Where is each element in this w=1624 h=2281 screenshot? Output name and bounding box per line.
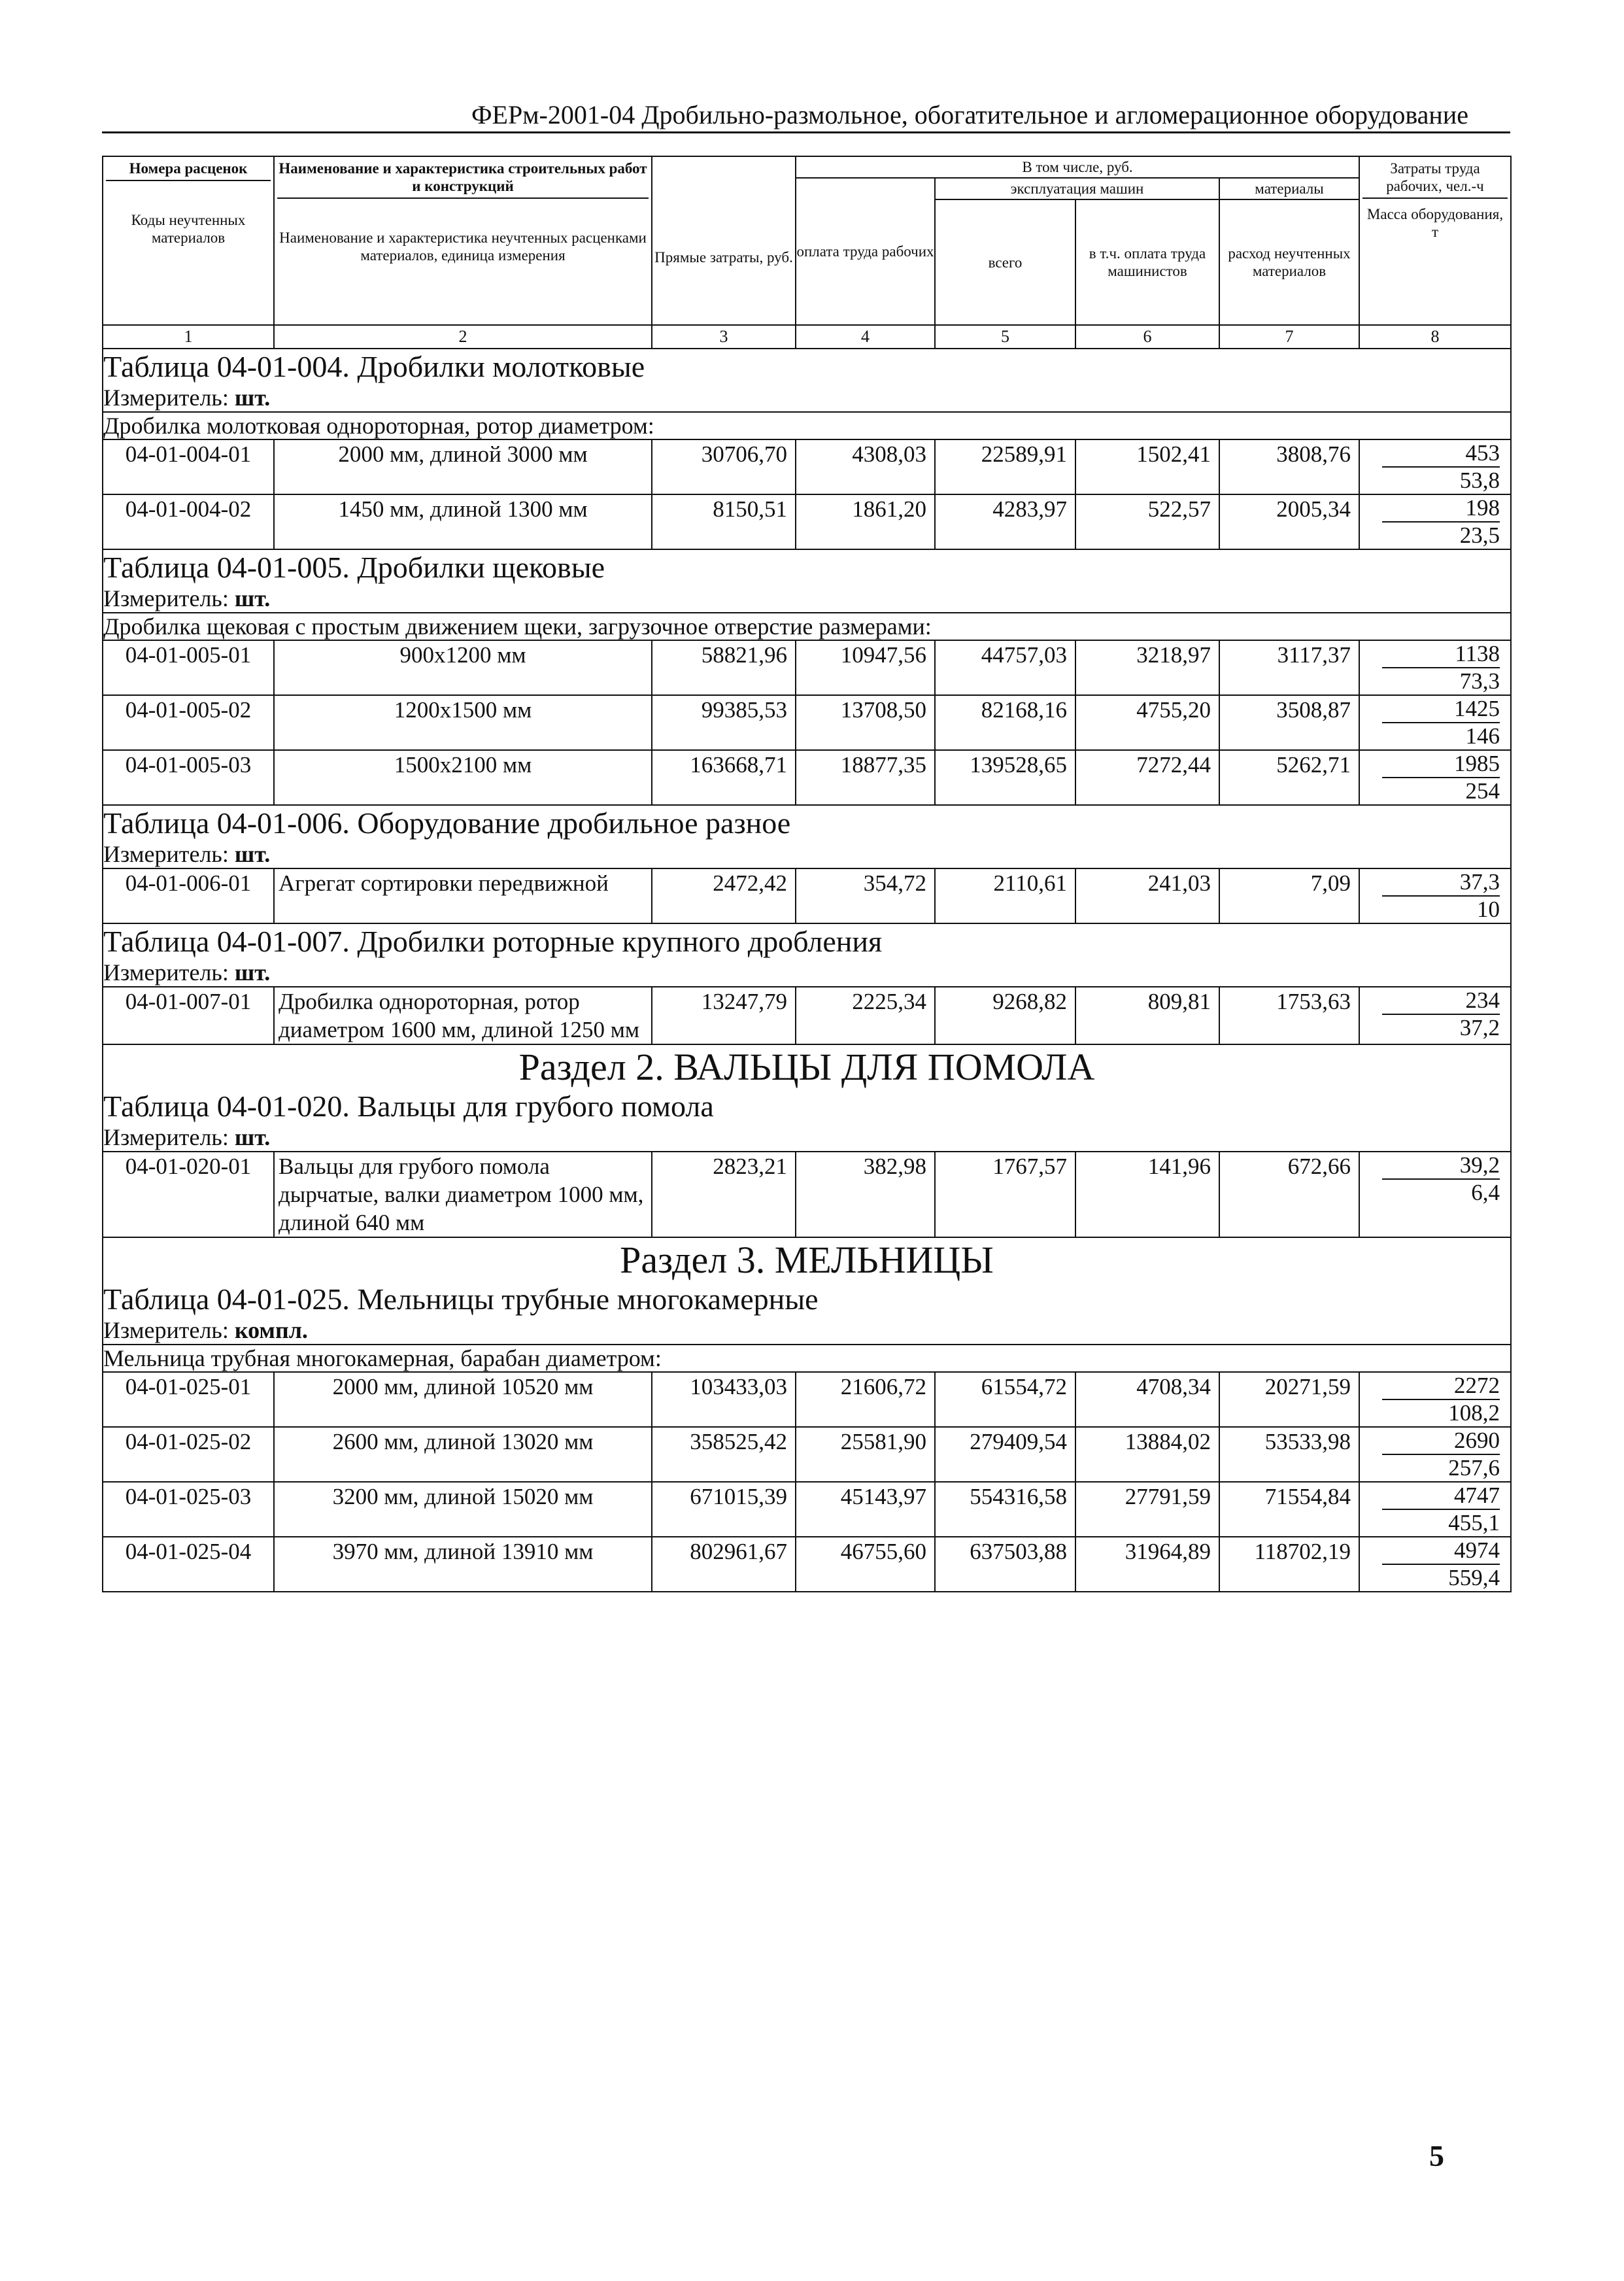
work-name: 1200x1500 мм [274, 695, 652, 750]
col-number-2: 2 [274, 325, 652, 349]
machines-total: 2110,61 [935, 868, 1075, 923]
table-title: Таблица 04-01-025. Мельницы трубные многокамерные [103, 1282, 1511, 1316]
col1-top-label: Номера расценок [106, 160, 271, 181]
direct-cost: 2472,42 [652, 868, 796, 923]
rate-code: 04-01-005-03 [103, 750, 274, 805]
measure-row [103, 959, 1511, 987]
table-row [103, 695, 1511, 750]
labor-pay: 10947,56 [796, 640, 935, 695]
rate-code: 04-01-004-02 [103, 494, 274, 549]
measure-label: Измеритель: [103, 959, 229, 986]
machines-total: 554316,58 [935, 1482, 1075, 1537]
materials-cost: 53533,98 [1219, 1427, 1359, 1482]
col4-header: оплата труда рабочих [796, 178, 935, 325]
col8-header [1359, 156, 1511, 325]
labor-hours: 198 [1382, 495, 1500, 523]
col-number-6: 6 [1075, 325, 1219, 349]
table-title: Таблица 04-01-020. Вальцы для грубого помола [103, 1089, 1511, 1123]
measure-row [103, 840, 1511, 868]
table-row [103, 1372, 1511, 1427]
rate-code: 04-01-006-01 [103, 868, 274, 923]
rate-code: 04-01-020-01 [103, 1152, 274, 1237]
group-row [103, 613, 1511, 640]
operators-pay: 241,03 [1075, 868, 1219, 923]
labor-pay: 4308,03 [796, 439, 935, 494]
measure-cell [103, 384, 1511, 412]
table-row [103, 1537, 1511, 1592]
section-row [103, 1044, 1511, 1089]
group-row [103, 412, 1511, 439]
col2-top-label: Наименование и характеристика строительных работ и конструкций [277, 160, 649, 199]
column-number-row [103, 325, 1511, 349]
col7-header: расход неучтенных материалов [1219, 199, 1359, 325]
col-number-4: 4 [796, 325, 935, 349]
work-name: 2000 мм, длиной 3000 мм [274, 439, 652, 494]
group-row [103, 1345, 1511, 1372]
labor-and-mass [1359, 1372, 1511, 1427]
work-name: 1500x2100 мм [274, 750, 652, 805]
equipment-mass: 146 [1465, 723, 1500, 749]
table-row [103, 750, 1511, 805]
direct-cost: 13247,79 [652, 987, 796, 1044]
operators-pay: 27791,59 [1075, 1482, 1219, 1537]
work-name: 900x1200 мм [274, 640, 652, 695]
operators-pay: 7272,44 [1075, 750, 1219, 805]
rate-code: 04-01-025-02 [103, 1427, 274, 1482]
materials-cost: 118702,19 [1219, 1537, 1359, 1592]
direct-cost: 358525,42 [652, 1427, 796, 1482]
labor-and-mass [1359, 494, 1511, 549]
table-title-row [103, 805, 1511, 840]
table-row [103, 439, 1511, 494]
labor-hours: 2690 [1382, 1428, 1500, 1455]
col2-bottom-label: Наименование и характеристика неучтенных расценками материалов, единица измерения [279, 230, 647, 264]
work-name: 2600 мм, длиной 13020 мм [274, 1427, 652, 1482]
col-number-7: 7 [1219, 325, 1359, 349]
measure-cell [103, 1123, 1511, 1152]
measure-unit: шт. [234, 959, 271, 986]
labor-and-mass [1359, 640, 1511, 695]
labor-pay: 1861,20 [796, 494, 935, 549]
col2-header [274, 156, 652, 325]
section-title: Раздел 2. ВАЛЬЦЫ ДЛЯ ПОМОЛА [103, 1044, 1511, 1089]
machines-total: 139528,65 [935, 750, 1075, 805]
measure-cell [103, 959, 1511, 987]
equipment-mass: 6,4 [1471, 1180, 1500, 1205]
group-title: Мельница трубная многокамерная, барабан диаметром: [103, 1345, 1511, 1372]
labor-hours: 4747 [1382, 1483, 1500, 1510]
col-number-8: 8 [1359, 325, 1511, 349]
machines-total: 61554,72 [935, 1372, 1075, 1427]
table-row [103, 494, 1511, 549]
materials-cost: 3117,37 [1219, 640, 1359, 695]
table-row [103, 987, 1511, 1044]
page-number: 5 [1429, 2139, 1444, 2172]
labor-and-mass [1359, 868, 1511, 923]
labor-hours: 39,2 [1382, 1152, 1500, 1180]
measure-row [103, 1316, 1511, 1345]
machines-total: 637503,88 [935, 1537, 1075, 1592]
work-name: Вальцы для грубого помола дырчатые, валки диаметром 1000 мм, длиной 640 мм [274, 1152, 652, 1237]
operators-pay: 141,96 [1075, 1152, 1219, 1237]
table-row [103, 868, 1511, 923]
table-title-row [103, 1282, 1511, 1316]
table-row [103, 1152, 1511, 1237]
table-title-row [103, 923, 1511, 959]
measure-cell [103, 840, 1511, 868]
work-name: 3970 мм, длиной 13910 мм [274, 1537, 652, 1592]
table-title: Таблица 04-01-006. Оборудование дробильное разное [103, 805, 1511, 840]
equipment-mass: 10 [1477, 897, 1500, 922]
page-header: ФЕРм-2001-04 Дробильно-размольное, обогатительное и агломерационное оборудование [102, 98, 1510, 133]
equipment-mass: 257,6 [1448, 1455, 1500, 1481]
direct-cost: 2823,21 [652, 1152, 796, 1237]
machines-total: 82168,16 [935, 695, 1075, 750]
labor-pay: 25581,90 [796, 1427, 935, 1482]
labor-and-mass [1359, 1537, 1511, 1592]
direct-cost: 30706,70 [652, 439, 796, 494]
operators-pay: 3218,97 [1075, 640, 1219, 695]
measure-label: Измеритель: [103, 1124, 229, 1150]
direct-cost: 58821,96 [652, 640, 796, 695]
materials-cost: 20271,59 [1219, 1372, 1359, 1427]
measure-cell [103, 585, 1511, 613]
labor-pay: 18877,35 [796, 750, 935, 805]
col8-top-label: Затраты труда рабочих, чел.-ч [1362, 160, 1508, 199]
machines-total: 279409,54 [935, 1427, 1075, 1482]
labor-hours: 234 [1382, 987, 1500, 1015]
col8-bottom-label: Масса оборудования, т [1366, 206, 1504, 240]
measure-unit: шт. [234, 585, 271, 611]
included-header: В том числе, руб. [796, 156, 1359, 178]
machines-header: эксплуатация машин [935, 178, 1219, 199]
table-body [103, 156, 1511, 1592]
measure-label: Измеритель: [103, 585, 229, 611]
machines-total: 1767,57 [935, 1152, 1075, 1237]
direct-cost: 802961,67 [652, 1537, 796, 1592]
table-title: Таблица 04-01-007. Дробилки роторные крупного дробления [103, 923, 1511, 959]
operators-pay: 1502,41 [1075, 439, 1219, 494]
header-row-1 [103, 156, 1511, 178]
labor-pay: 382,98 [796, 1152, 935, 1237]
section-title: Раздел 3. МЕЛЬНИЦЫ [103, 1237, 1511, 1282]
labor-pay: 46755,60 [796, 1537, 935, 1592]
col1-bottom-label: Коды неучтенных материалов [131, 212, 246, 246]
direct-cost: 103433,03 [652, 1372, 796, 1427]
equipment-mass: 108,2 [1448, 1400, 1500, 1426]
labor-and-mass [1359, 1427, 1511, 1482]
table-title-row [103, 349, 1511, 384]
measure-row [103, 384, 1511, 412]
work-name: Дробилка однороторная, ротор диаметром 1600 мм, длиной 1250 мм [274, 987, 652, 1044]
machines-total: 44757,03 [935, 640, 1075, 695]
machines-total: 9268,82 [935, 987, 1075, 1044]
equipment-mass: 73,3 [1459, 668, 1500, 694]
measure-unit: шт. [234, 841, 271, 867]
materials-cost: 7,09 [1219, 868, 1359, 923]
measure-unit: шт. [234, 385, 271, 411]
col-number-3: 3 [652, 325, 796, 349]
measure-label: Измеритель: [103, 841, 229, 867]
col3-header: Прямые затраты, руб. [652, 156, 796, 325]
work-name: 1450 мм, длиной 1300 мм [274, 494, 652, 549]
measure-row [103, 585, 1511, 613]
labor-pay: 45143,97 [796, 1482, 935, 1537]
section-row [103, 1237, 1511, 1282]
materials-header: материалы [1219, 178, 1359, 199]
work-name: 3200 мм, длиной 15020 мм [274, 1482, 652, 1537]
rate-code: 04-01-025-03 [103, 1482, 274, 1537]
rate-code: 04-01-005-01 [103, 640, 274, 695]
measure-unit: компл. [234, 1317, 308, 1343]
rate-code: 04-01-025-04 [103, 1537, 274, 1592]
equipment-mass: 254 [1465, 778, 1500, 804]
operators-pay: 13884,02 [1075, 1427, 1219, 1482]
materials-cost: 2005,34 [1219, 494, 1359, 549]
labor-and-mass [1359, 1152, 1511, 1237]
machines-total: 4283,97 [935, 494, 1075, 549]
labor-and-mass [1359, 695, 1511, 750]
labor-and-mass [1359, 439, 1511, 494]
rate-code: 04-01-004-01 [103, 439, 274, 494]
materials-cost: 1753,63 [1219, 987, 1359, 1044]
group-title: Дробилка щековая с простым движением щеки, загрузочное отверстие размерами: [103, 613, 1511, 640]
operators-pay: 4708,34 [1075, 1372, 1219, 1427]
materials-cost: 71554,84 [1219, 1482, 1359, 1537]
group-title: Дробилка молотковая однороторная, ротор диаметром: [103, 412, 1511, 439]
col1-header [103, 156, 274, 325]
labor-hours: 4974 [1382, 1537, 1500, 1565]
materials-cost: 3808,76 [1219, 439, 1359, 494]
col-number-1: 1 [103, 325, 274, 349]
col6-header: в т.ч. оплата труда машинистов [1075, 199, 1219, 325]
col5-header: всего [935, 199, 1075, 325]
table-title: Таблица 04-01-005. Дробилки щековые [103, 549, 1511, 585]
col-number-5: 5 [935, 325, 1075, 349]
operators-pay: 522,57 [1075, 494, 1219, 549]
rate-code: 04-01-005-02 [103, 695, 274, 750]
materials-cost: 5262,71 [1219, 750, 1359, 805]
table-row [103, 640, 1511, 695]
labor-and-mass [1359, 1482, 1511, 1537]
equipment-mass: 559,4 [1448, 1565, 1500, 1590]
direct-cost: 8150,51 [652, 494, 796, 549]
direct-cost: 671015,39 [652, 1482, 796, 1537]
table-row [103, 1427, 1511, 1482]
measure-unit: шт. [234, 1124, 271, 1150]
measure-cell [103, 1316, 1511, 1345]
operators-pay: 809,81 [1075, 987, 1219, 1044]
rates-table [102, 156, 1512, 1592]
rate-code: 04-01-025-01 [103, 1372, 274, 1427]
table-title: Таблица 04-01-004. Дробилки молотковые [103, 349, 1511, 384]
labor-hours: 1985 [1382, 751, 1500, 778]
direct-cost: 163668,71 [652, 750, 796, 805]
labor-hours: 37,3 [1382, 869, 1500, 897]
table-row [103, 1482, 1511, 1537]
work-name: Агрегат сортировки передвижной [274, 868, 652, 923]
labor-pay: 354,72 [796, 868, 935, 923]
labor-hours: 453 [1382, 440, 1500, 468]
measure-row [103, 1123, 1511, 1152]
labor-pay: 21606,72 [796, 1372, 935, 1427]
rate-code: 04-01-007-01 [103, 987, 274, 1044]
operators-pay: 4755,20 [1075, 695, 1219, 750]
direct-cost: 99385,53 [652, 695, 796, 750]
labor-hours: 1425 [1382, 696, 1500, 723]
labor-pay: 13708,50 [796, 695, 935, 750]
machines-total: 22589,91 [935, 439, 1075, 494]
equipment-mass: 37,2 [1459, 1015, 1500, 1040]
labor-hours: 2272 [1382, 1373, 1500, 1400]
measure-label: Измеритель: [103, 1317, 229, 1343]
work-name: 2000 мм, длиной 10520 мм [274, 1372, 652, 1427]
labor-pay: 2225,34 [796, 987, 935, 1044]
materials-cost: 3508,87 [1219, 695, 1359, 750]
table-title-row [103, 549, 1511, 585]
operators-pay: 31964,89 [1075, 1537, 1219, 1592]
table-title-row [103, 1089, 1511, 1123]
equipment-mass: 23,5 [1459, 523, 1500, 548]
materials-cost: 672,66 [1219, 1152, 1359, 1237]
equipment-mass: 53,8 [1459, 468, 1500, 493]
measure-label: Измеритель: [103, 385, 229, 411]
labor-and-mass [1359, 750, 1511, 805]
labor-hours: 1138 [1382, 641, 1500, 668]
labor-and-mass [1359, 987, 1511, 1044]
equipment-mass: 455,1 [1448, 1510, 1500, 1535]
